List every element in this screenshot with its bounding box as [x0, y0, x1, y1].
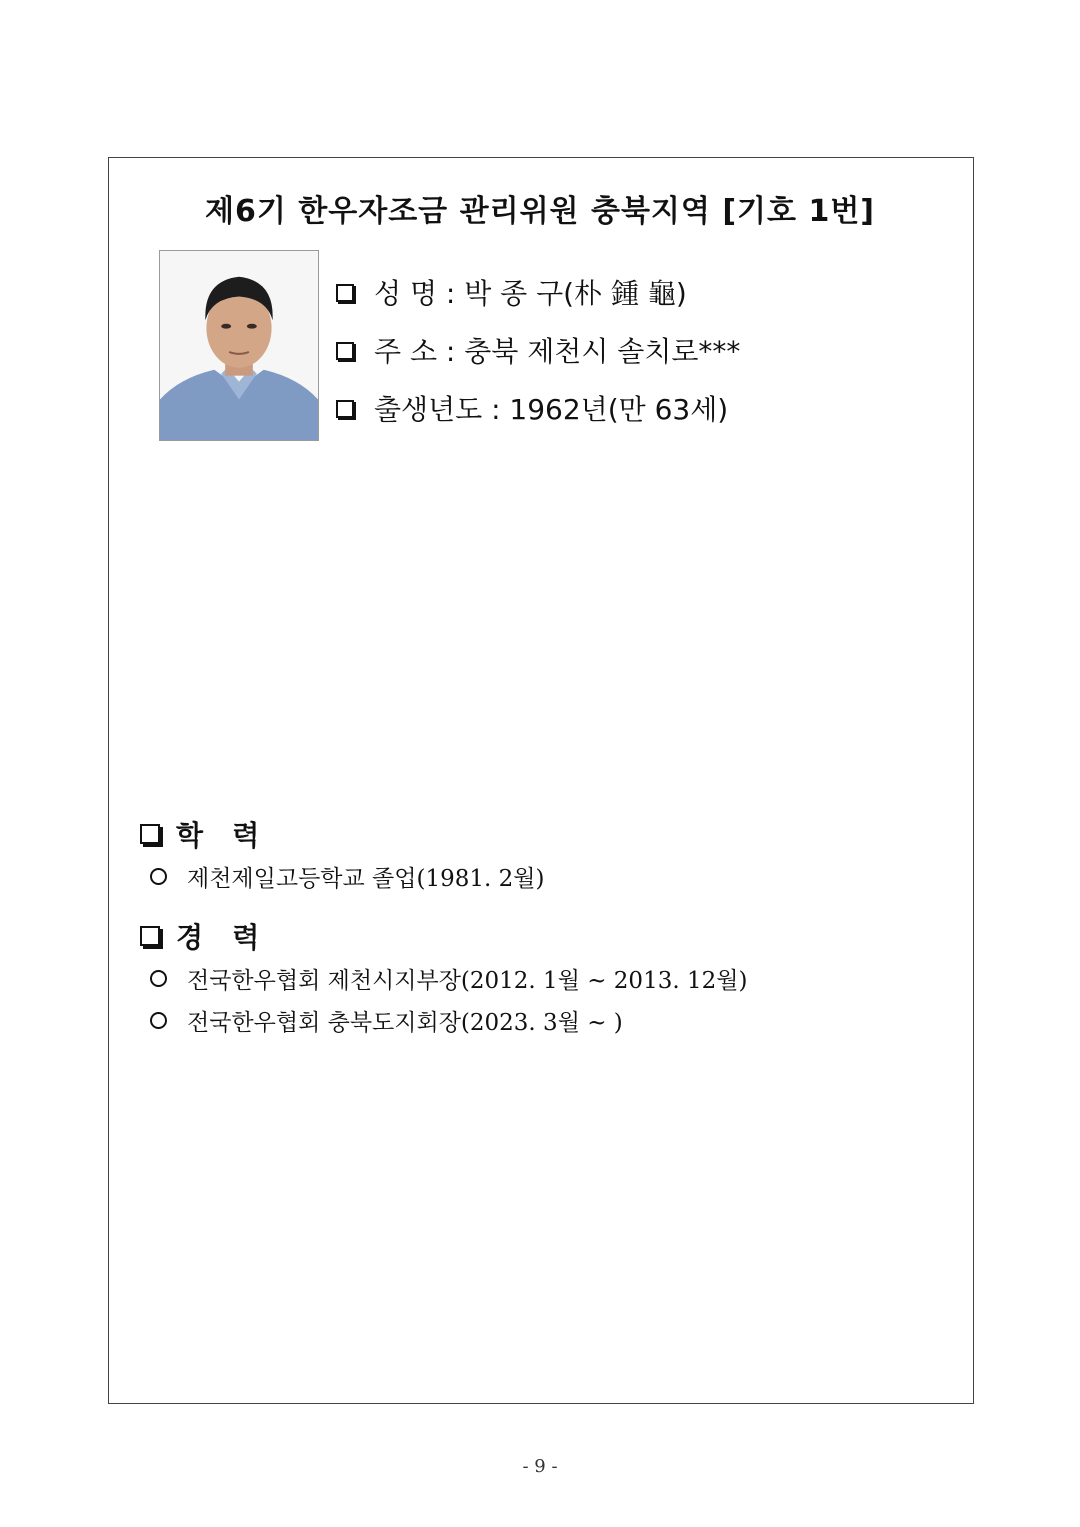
career-item: [150, 962, 747, 995]
address-text: 주 소 : 충북 제천시 솔치로***: [374, 335, 741, 368]
circle-bullet-icon: [150, 868, 167, 885]
career-item-text: 전국한우협회 제천시지부장(2012. 1월 ~ 2013. 12월): [187, 968, 748, 994]
education-heading-text: 학 력: [176, 819, 260, 852]
birth-text: 출생년도 : 1962년(만 63세): [374, 393, 729, 426]
address-row: [336, 330, 740, 370]
career-heading-text: 경 력: [176, 921, 260, 954]
circle-bullet-icon: [150, 970, 167, 987]
education-heading: [140, 814, 259, 854]
education-item-text: 제천제일고등학교 졸업(1981. 2월): [187, 866, 545, 892]
name-text: 성 명 : 박 종 구(朴 鍾 龜): [374, 277, 687, 310]
square-bullet-icon: [336, 284, 354, 302]
square-bullet-icon: [336, 400, 354, 418]
square-bullet-icon: [140, 824, 160, 844]
career-item-text: 전국한우협회 충북도지회장(2023. 3월 ~ ): [187, 1010, 623, 1036]
career-heading: [140, 916, 259, 956]
square-bullet-icon: [336, 342, 354, 360]
name-row: [336, 272, 687, 312]
page-title: 제6기 한우자조금 관리위원 충북지역 [기호 1번]: [204, 194, 876, 229]
birth-row: [336, 388, 728, 428]
candidate-photo: [159, 250, 319, 441]
education-item: [150, 860, 544, 893]
circle-bullet-icon: [150, 1012, 167, 1029]
page-number: - 9 -: [522, 1456, 558, 1477]
career-item: [150, 1004, 623, 1037]
square-bullet-icon: [140, 926, 160, 946]
